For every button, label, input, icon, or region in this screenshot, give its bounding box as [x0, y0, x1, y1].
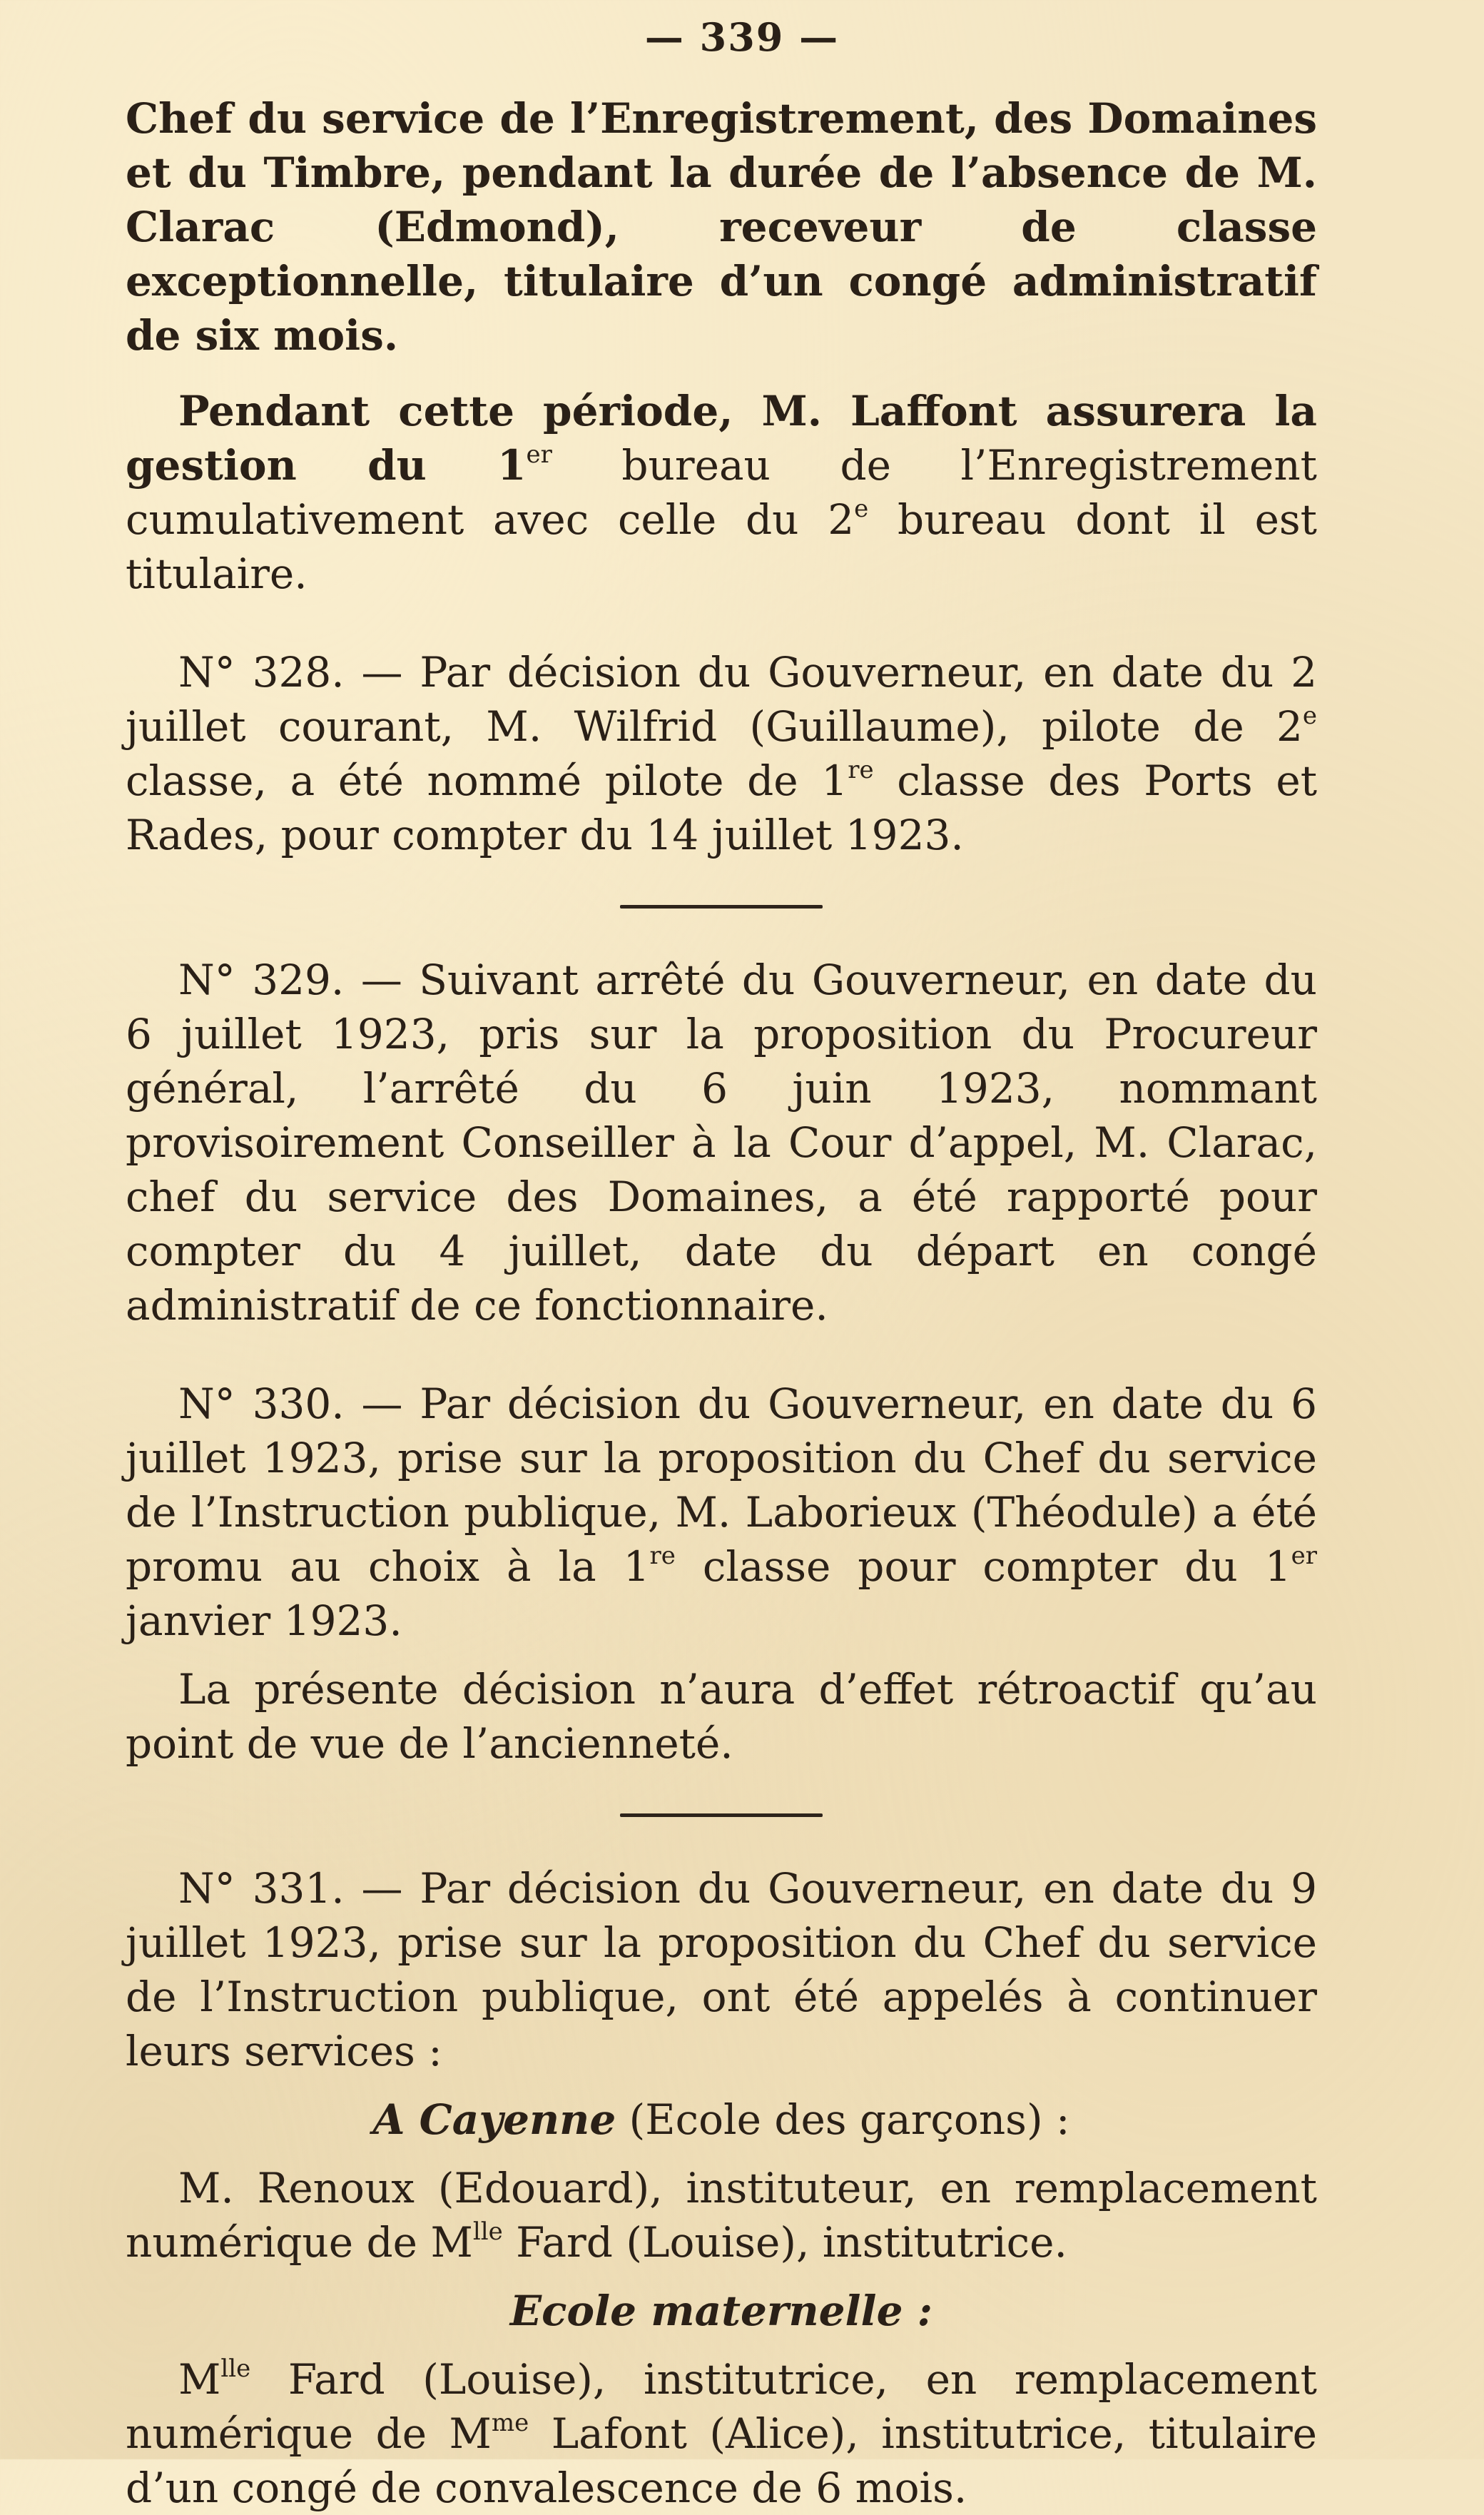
- text-segment: (Ecole des garçons) :: [616, 2095, 1070, 2144]
- text-segment: Pendant cette période, M. Laffont assurera la gestion du 1: [126, 387, 1317, 490]
- text-segment: bureau dont il est titulaire.: [126, 495, 1317, 598]
- superscript: re: [649, 1541, 676, 1570]
- heading-italic: A Cayenne: [372, 2095, 616, 2144]
- superscript: lle: [472, 2217, 503, 2246]
- heading-maternelle: Ecole maternelle :: [509, 2287, 933, 2335]
- decision-328: [126, 645, 1317, 862]
- decision-330-note: La présente décision n’aura d’effet rétroactif qu’au point de vue de l’ancienneté.: [126, 1665, 1317, 1768]
- text-segment: M. Renoux (Edouard), instituteur, en remplacement numérique de M: [126, 2164, 1317, 2267]
- text-segment: janvier 1923.: [126, 1596, 402, 1645]
- superscript: e: [854, 494, 869, 523]
- text-segment: classe pour compter du 1: [675, 1542, 1291, 1591]
- section-divider: [620, 1813, 823, 1817]
- text-segment: Fard (Louise), institutrice, en remplacement numérique de M: [126, 2355, 1317, 2458]
- text-segment: N° 328. — Par décision du Gouverneur, en date du 2 juillet courant, M. Wilfrid (Guillaume), pilote de 2: [126, 648, 1317, 751]
- paragraph-chef-service: Chef du service de l’Enregistrement, des Domaines et du Timbre, pendant la durée de l’absence de M. Clarac (Edmond), receveur de classe exceptionnelle, titulaire d’un congé administratif de six mois.: [126, 94, 1317, 360]
- page-content: [126, 91, 1317, 2515]
- superscript: er: [526, 440, 552, 469]
- entry-renoux: [126, 2161, 1317, 2269]
- section-divider: [620, 905, 823, 909]
- page-number: — 339 —: [644, 14, 840, 60]
- superscript: me: [491, 2408, 529, 2437]
- paragraph-laffont: [126, 384, 1317, 601]
- superscript: er: [1291, 1541, 1317, 1570]
- text-segment: Lafont (Alice), institutrice, titulaire d’un congé de convalescence de 6 mois.: [126, 2409, 1318, 2512]
- text-segment: Fard (Louise), institutrice.: [502, 2218, 1067, 2267]
- decision-330: [126, 1377, 1317, 1648]
- text-segment: N° 330. — Par décision du Gouverneur, en date du 6 juillet 1923, prise sur la proposition du Chef du service de l’Instruction publique, M. Laborieux (Théodule) a été promu au choix à la 1: [126, 1380, 1317, 1591]
- text-segment: classe, a été nommé pilote de 1: [126, 756, 848, 805]
- text-segment: bureau de l’Enregistrement cumulativement avec celle du 2: [126, 441, 1317, 544]
- heading-cayenne: [126, 2093, 1317, 2147]
- text-segment: M: [178, 2355, 221, 2404]
- superscript: lle: [220, 2354, 251, 2383]
- superscript: e: [1302, 701, 1317, 730]
- decision-331: N° 331. — Par décision du Gouverneur, en date du 9 juillet 1923, prise sur la proposition du Chef du service de l’Instruction publique, ont été appelés à continuer leurs services :: [126, 1864, 1317, 2075]
- superscript: re: [848, 755, 874, 784]
- entry-fard: [126, 2352, 1317, 2515]
- text-segment: classe des Ports et Rades, pour compter du 14 juillet 1923.: [126, 756, 1317, 859]
- decision-329: N° 329. — Suivant arrêté du Gouverneur, en date du 6 juillet 1923, pris sur la proposition du Procureur général, l’arrêté du 6 juin 1923, nommant provisoirement Conseiller à la Cour d’appel, M. Clarac, chef du service des Domaines, a été rapporté pour compter du 4 juillet, date du départ en congé administratif de ce fonctionnaire.: [126, 956, 1317, 1330]
